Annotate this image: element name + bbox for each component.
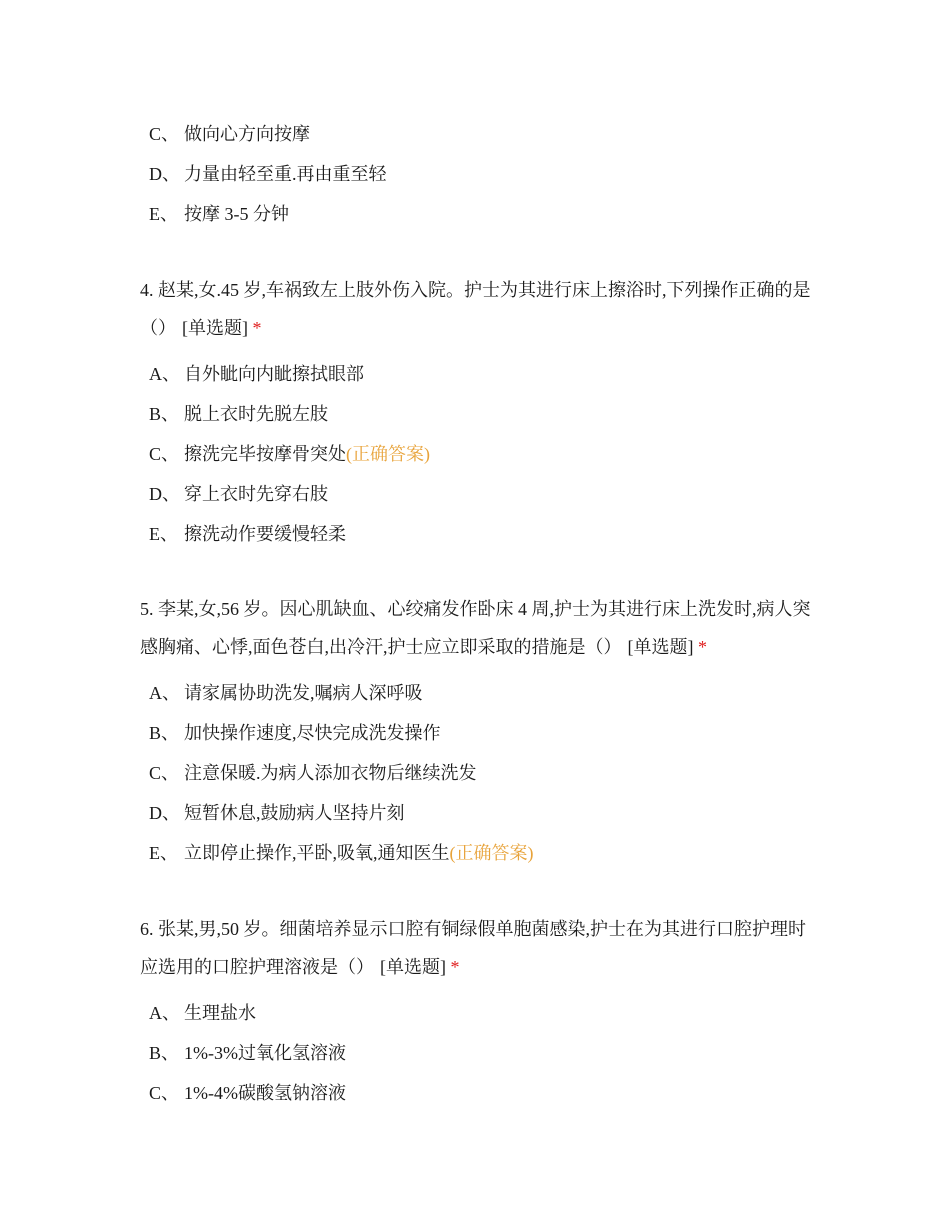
q4-option-a <box>149 362 364 386</box>
option-letter: A、 <box>149 1003 180 1023</box>
q5-option-d <box>149 801 405 825</box>
question-text: 4. 赵某,女.45 岁,车祸致左上肢外伤入院。护士为其进行床上擦浴时,下列操作正确的是（） <box>140 280 811 338</box>
option-text: 请家属协助洗发,嘱病人深呼吸 <box>184 683 423 703</box>
option-letter: D、 <box>149 164 180 184</box>
q5-option-a <box>149 681 423 705</box>
q5-option-e <box>149 841 534 865</box>
q4-option-e <box>149 522 346 546</box>
question-type: [单选题] <box>182 318 248 338</box>
option-text: 力量由轻至重.再由重至轻 <box>184 164 387 184</box>
q3-option-d <box>149 162 387 186</box>
option-text: 1%-3%过氧化氢溶液 <box>184 1043 346 1063</box>
option-text: 脱上衣时先脱左肢 <box>184 404 328 424</box>
option-text: 穿上衣时先穿右肢 <box>184 484 328 504</box>
option-letter: D、 <box>149 484 180 504</box>
option-text: 立即停止操作,平卧,吸氧,通知医生 <box>184 843 450 863</box>
q4-option-b <box>149 402 328 426</box>
option-text: 按摩 3-5 分钟 <box>184 204 289 224</box>
correct-answer-label: (正确答案) <box>346 444 430 464</box>
option-text: 注意保暖.为病人添加衣物后继续洗发 <box>184 763 477 783</box>
question-text: 6. 张某,男,50 岁。细菌培养显示口腔有铜绿假单胞菌感染,护士在为其进行口腔护理时应选用的口腔护理溶液是（） <box>140 919 806 977</box>
q4-option-d <box>149 482 328 506</box>
option-letter: A、 <box>149 683 180 703</box>
question-text: 5. 李某,女,56 岁。因心肌缺血、心绞痛发作卧床 4 周,护士为其进行床上洗发时,病人突感胸痛、心悸,面色苍白,出冷汗,护士应立即采取的措施是（） <box>140 599 811 657</box>
q6-option-c <box>149 1081 346 1105</box>
q5-option-b <box>149 721 441 745</box>
q6-option-b <box>149 1041 346 1065</box>
question-6 <box>140 910 820 986</box>
option-letter: B、 <box>149 404 180 424</box>
option-text: 自外眦向内眦擦拭眼部 <box>184 364 364 384</box>
q3-option-c <box>149 122 310 146</box>
option-text: 擦洗动作要缓慢轻柔 <box>184 524 346 544</box>
option-letter: A、 <box>149 364 180 384</box>
required-mark: * <box>450 957 460 977</box>
q6-option-a <box>149 1001 256 1025</box>
option-text: 做向心方向按摩 <box>184 124 310 144</box>
option-letter: C、 <box>149 1083 180 1103</box>
q4-option-c <box>149 442 430 466</box>
option-letter: C、 <box>149 124 180 144</box>
q3-option-e <box>149 202 289 226</box>
option-letter: E、 <box>149 524 178 544</box>
option-letter: B、 <box>149 723 180 743</box>
question-type: [单选题] <box>380 957 446 977</box>
correct-answer-label: (正确答案) <box>449 843 534 863</box>
option-letter: C、 <box>149 444 180 464</box>
option-letter: B、 <box>149 1043 180 1063</box>
option-text: 加快操作速度,尽快完成洗发操作 <box>184 723 441 743</box>
required-mark: * <box>252 318 262 338</box>
option-text: 生理盐水 <box>184 1003 256 1023</box>
required-mark: * <box>698 637 707 657</box>
option-letter: D、 <box>149 803 180 823</box>
option-letter: E、 <box>149 843 178 863</box>
option-text: 1%-4%碳酸氢钠溶液 <box>184 1083 346 1103</box>
q5-option-c <box>149 761 477 785</box>
option-text: 擦洗完毕按摩骨突处 <box>184 444 346 464</box>
option-text: 短暂休息,鼓励病人坚持片刻 <box>184 803 405 823</box>
option-letter: C、 <box>149 763 180 783</box>
question-4 <box>140 271 820 347</box>
question-type: [单选题] <box>627 637 694 657</box>
option-letter: E、 <box>149 204 178 224</box>
question-5 <box>140 590 820 666</box>
